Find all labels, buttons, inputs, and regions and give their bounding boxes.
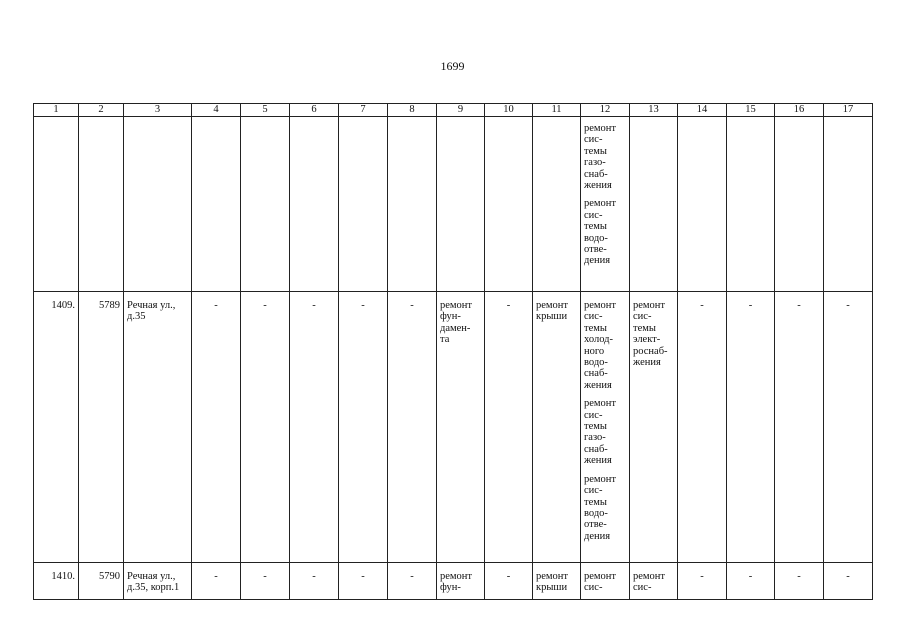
table-cell — [533, 117, 581, 292]
dash-cell: - — [192, 292, 241, 563]
table-cell — [485, 117, 533, 292]
object-code: 5790 — [79, 563, 124, 600]
dash-cell: - — [290, 563, 339, 600]
work-item: ремонт сис- темы водо- отве- дения — [584, 198, 617, 267]
work-cell — [581, 117, 630, 292]
dash-cell: - — [241, 563, 290, 600]
dash-cell: - — [678, 292, 727, 563]
table-cell — [34, 117, 79, 292]
work-item: ремонт крыши — [536, 300, 569, 323]
work-cell — [581, 292, 630, 563]
header-cell: 9 — [437, 104, 485, 117]
header-cell: 7 — [339, 104, 388, 117]
header-cell: 6 — [290, 104, 339, 117]
table-cell — [290, 117, 339, 292]
table-row — [34, 292, 873, 563]
dash-cell: - — [290, 292, 339, 563]
header-cell: 12 — [581, 104, 630, 117]
table-cell — [437, 117, 485, 292]
header-cell: 16 — [775, 104, 824, 117]
work-cell — [630, 563, 678, 600]
address: Речная ул., д.35 — [127, 300, 176, 323]
address-cell — [124, 563, 192, 600]
dash-cell: - — [339, 563, 388, 600]
repair-schedule-table — [33, 103, 873, 600]
row-number: 1409. — [34, 292, 79, 563]
work-item: ремонт крыши — [536, 571, 569, 594]
table-cell — [388, 117, 437, 292]
work-item: ремонт сис- — [633, 571, 666, 594]
work-cell — [533, 563, 581, 600]
dash-cell: - — [775, 563, 824, 600]
work-item: ремонт фун- — [440, 571, 473, 594]
table-cell — [79, 117, 124, 292]
work-item: ремонт сис- темы холод- ного водо- снаб- жения — [584, 300, 617, 391]
row-number: 1410. — [34, 563, 79, 600]
dash-cell: - — [339, 292, 388, 563]
table-row — [34, 563, 873, 600]
dash-cell: - — [775, 292, 824, 563]
header-cell: 11 — [533, 104, 581, 117]
table-cell — [192, 117, 241, 292]
header-cell: 17 — [824, 104, 873, 117]
header-cell: 2 — [79, 104, 124, 117]
dash-cell: - — [727, 563, 775, 600]
table-cell — [727, 117, 775, 292]
header-cell: 4 — [192, 104, 241, 117]
work-cell — [437, 292, 485, 563]
table-cell — [124, 117, 192, 292]
dash-cell: - — [388, 563, 437, 600]
dash-cell: - — [388, 292, 437, 563]
work-item: ремонт сис- темы газо- снаб- жения — [584, 123, 617, 192]
dash-cell: - — [727, 292, 775, 563]
header-cell: 5 — [241, 104, 290, 117]
table-cell — [678, 117, 727, 292]
table-cell — [824, 117, 873, 292]
dash-cell: - — [485, 563, 533, 600]
address-cell — [124, 292, 192, 563]
work-cell — [581, 563, 630, 600]
continuation-row — [34, 117, 873, 292]
work-item: ремонт сис- темы водо- отве- дения — [584, 473, 617, 542]
table-cell — [339, 117, 388, 292]
header-cell: 8 — [388, 104, 437, 117]
dash-cell: - — [485, 292, 533, 563]
work-cell — [630, 292, 678, 563]
page-number: 1699 — [440, 59, 465, 73]
table-cell — [241, 117, 290, 292]
header-cell: 3 — [124, 104, 192, 117]
work-item: ремонт сис- — [584, 571, 617, 594]
dash-cell: - — [824, 292, 873, 563]
table-cell — [630, 117, 678, 292]
work-item: ремонт сис- темы газо- снаб- жения — [584, 398, 617, 467]
header-cell: 14 — [678, 104, 727, 117]
work-cell — [437, 563, 485, 600]
address: Речная ул., д.35, корп.1 — [127, 571, 180, 594]
header-cell: 1 — [34, 104, 79, 117]
dash-cell: - — [241, 292, 290, 563]
dash-cell: - — [192, 563, 241, 600]
header-cell: 10 — [485, 104, 533, 117]
table-cell — [775, 117, 824, 292]
column-number-header-row — [34, 104, 873, 117]
header-cell: 15 — [727, 104, 775, 117]
work-item: ремонт фун- дамен- та — [440, 300, 473, 346]
object-code: 5789 — [79, 292, 124, 563]
dash-cell: - — [824, 563, 873, 600]
work-item: ремонт сис- темы элект- роснаб- жения — [633, 300, 668, 369]
dash-cell: - — [678, 563, 727, 600]
work-cell — [533, 292, 581, 563]
header-cell: 13 — [630, 104, 678, 117]
